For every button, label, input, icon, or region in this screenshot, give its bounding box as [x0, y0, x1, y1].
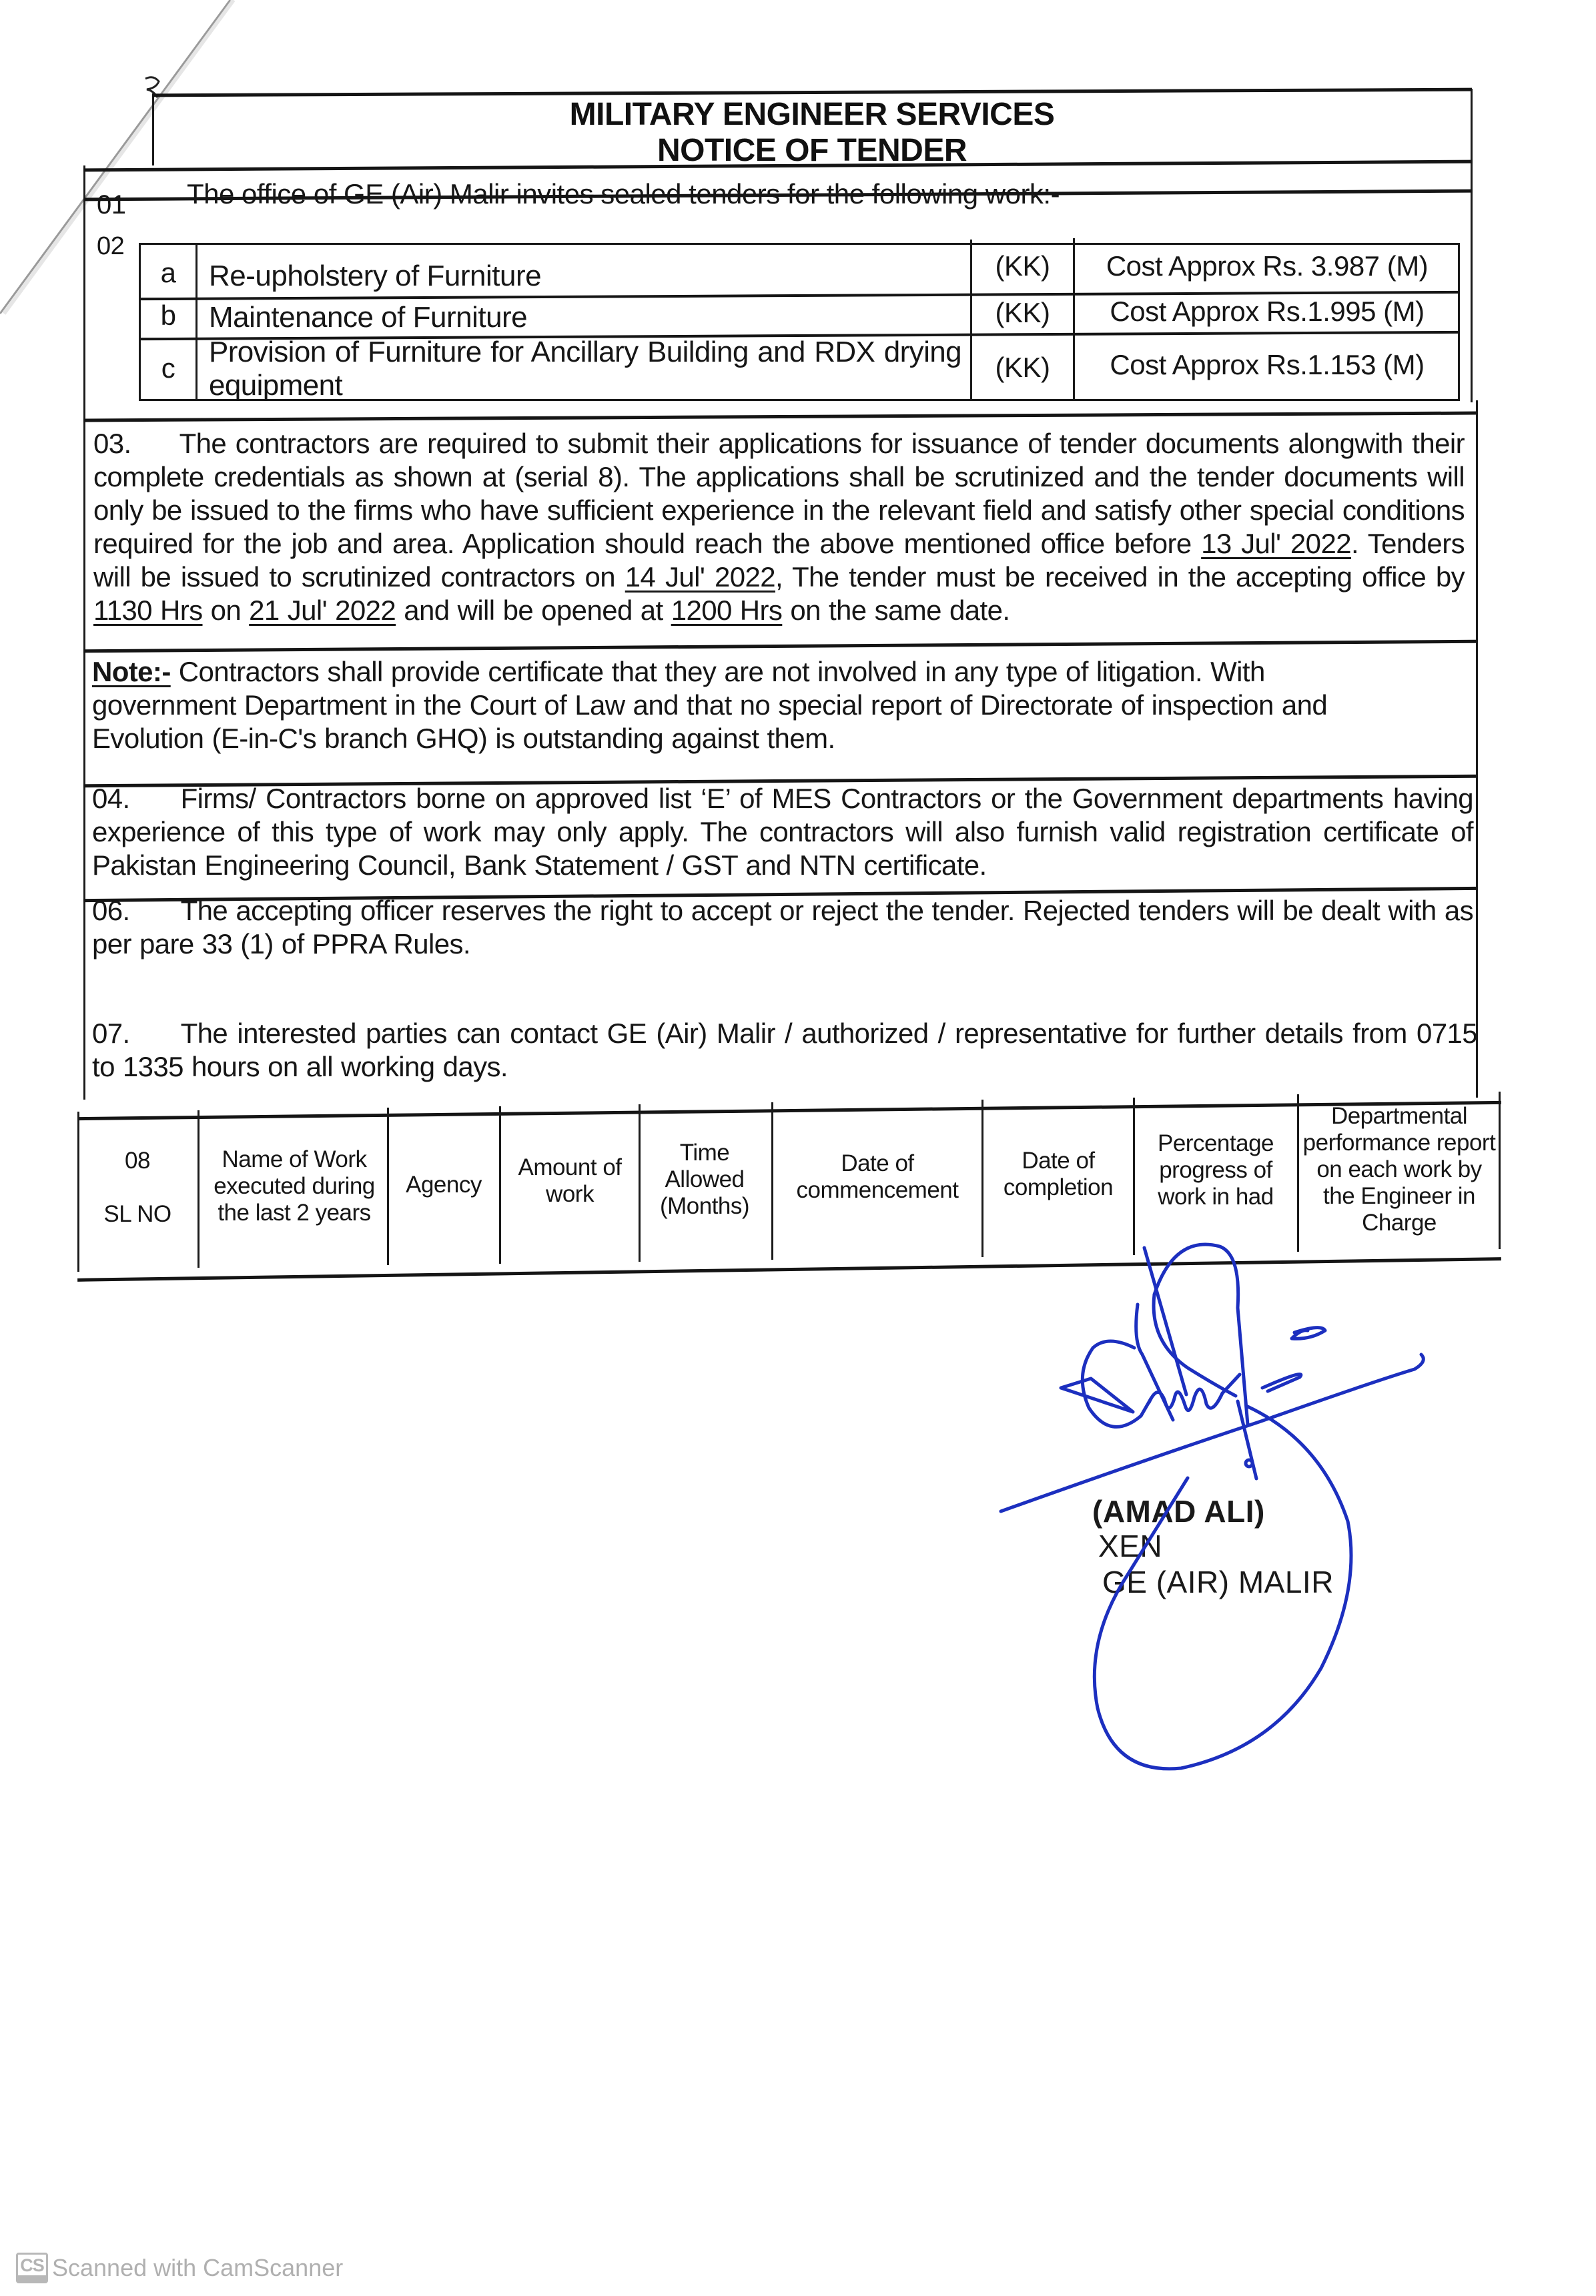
header-notice-title: NOTICE OF TENDER: [657, 133, 967, 168]
receipt-date: 21 Jul' 2022: [249, 595, 396, 626]
work-letter: b: [160, 300, 176, 331]
section01-text: The office of GE (Air) Malir invites sealed tenders for the following work:-: [187, 178, 1060, 210]
section07-paragraph: [92, 1017, 1477, 1084]
work-letter: a: [160, 257, 176, 288]
frame-right-border-lower: [1476, 400, 1478, 1098]
signature-block: [974, 1241, 1441, 1828]
credentials-serial-number: 08: [125, 1148, 150, 1174]
work-code: (KK): [995, 297, 1050, 328]
credentials-col-divider: [499, 1106, 501, 1264]
work-cost: Cost Approx Rs. 3.987 (M): [1106, 250, 1429, 282]
column-header-name-of-work: Name of Work executed during the last 2 years: [214, 1146, 375, 1226]
column-header-commencement: Date of commencement: [796, 1150, 959, 1203]
camscanner-watermark-text: Scanned with CamScanner: [52, 2254, 344, 2281]
section03-text-6: on the same date.: [782, 595, 1010, 626]
section03-text-4: on: [202, 595, 250, 626]
column-header-time-allowed: Time Allowed (Months): [659, 1140, 750, 1219]
signatory-name: (AMAD ALI): [1092, 1494, 1265, 1529]
work-code: (KK): [995, 250, 1050, 282]
work-description: Maintenance of Furniture: [209, 301, 528, 334]
section07-text: The interested parties can contact GE (Air) Malir / authorized / representative for further details from 0715 to 1335 hours on all working days.: [92, 1018, 1477, 1082]
section03-text-5: and will be opened at: [396, 595, 671, 626]
header-organization: MILITARY ENGINEER SERVICES: [569, 97, 1055, 132]
section06-text: The accepting officer reserves the right to accept or reject the tender. Rejected tenders will be dealt with as per pare 33 (1) of PPRA Rules.: [92, 895, 1473, 960]
frame-left-border: [83, 165, 85, 1100]
section03-paragraph: [93, 427, 1465, 627]
header: [152, 93, 1472, 168]
work-cost: Cost Approx Rs.1.995 (M): [1110, 296, 1425, 327]
credentials-col-divider: [981, 1100, 983, 1257]
column-header-performance-report: Departmental performance report on each work by the Engineer in Charge: [1302, 1103, 1496, 1236]
receipt-time: 1130 Hrs: [93, 595, 203, 626]
signatory-office: GE (AIR) MALIR: [1102, 1565, 1334, 1599]
section02-number: 02: [97, 232, 125, 260]
section03-text-1: The contractors are required to submit their applications for issuance of tender documents alongwith their complete credentials as shown at (serial 8). The applications shall be scrutinized and the tender documents will only be issued to the firms who have sufficient experience in the relevant field and satisfy other special conditions required for the job and area. Application should reach the above mentioned office before: [93, 428, 1465, 559]
credentials-table-right: [1499, 1092, 1501, 1249]
rule-note-top: [83, 640, 1477, 653]
works-table: [139, 243, 1460, 401]
section03-text-2: . Tenders will be issued to scrutinized contractors on: [93, 528, 1465, 593]
section04-paragraph: [92, 782, 1473, 882]
column-header-percentage: Percentage progress of work in had: [1157, 1130, 1274, 1210]
note-label: Note:-: [92, 656, 171, 687]
work-cost: Cost Approx Rs.1.153 (M): [1110, 349, 1425, 380]
section04-number: 04.: [92, 783, 130, 814]
work-description: Re-upholstery of Furniture: [209, 260, 542, 292]
application-deadline-date: 13 Jul' 2022: [1201, 528, 1351, 559]
section06-paragraph: [92, 894, 1473, 961]
signatory-designation: XEN: [1098, 1529, 1163, 1563]
column-header-completion: Date of completion: [1003, 1148, 1114, 1200]
section03-number: 03.: [93, 428, 131, 459]
tender-issue-date: 14 Jul' 2022: [625, 561, 775, 593]
credentials-col-divider: [639, 1104, 641, 1262]
column-header-sl-no: SL NO: [103, 1201, 171, 1227]
section01-number: 01: [97, 190, 126, 220]
column-header-amount: Amount of work: [518, 1154, 622, 1207]
credentials-col-divider: [1133, 1098, 1135, 1255]
credentials-serial: [77, 1108, 197, 1268]
section04-text: Firms/ Contractors borne on approved list ‘E’ of MES Contractors or the Government departments having experience of this type of work may only apply. The contractors will also furnish valid registration certificate of Pakistan Engineering Council, Bank Statement / GST and NTN certificate.: [92, 783, 1473, 881]
rule-para03-top: [83, 412, 1477, 422]
section03-text-3: , The tender must be received in the accepting office by: [775, 561, 1465, 593]
work-code: (KK): [995, 352, 1050, 383]
section06-number: 06.: [92, 895, 130, 926]
note-paragraph: [92, 655, 1383, 755]
works-col-divider: [195, 245, 197, 401]
note-text: Contractors shall provide certificate that they are not involved in any type of litigation. With government Department in the Court of Law and that no special report of Directorate of inspection and Evolution (E-in-C's branch GHQ) is outstanding against them.: [92, 656, 1328, 754]
opening-time: 1200 Hrs: [671, 595, 783, 626]
handwritten-signature: [974, 1241, 1441, 1828]
credentials-col-divider: [197, 1110, 200, 1268]
camscanner-logo: CS: [16, 2253, 48, 2283]
work-description: Provision of Furniture for Ancillary Building and RDX drying equipment: [209, 336, 961, 402]
credentials-col-divider: [1297, 1094, 1299, 1252]
column-header-agency: Agency: [406, 1172, 482, 1198]
section07-number: 07.: [92, 1018, 130, 1049]
work-letter: c: [161, 352, 175, 384]
